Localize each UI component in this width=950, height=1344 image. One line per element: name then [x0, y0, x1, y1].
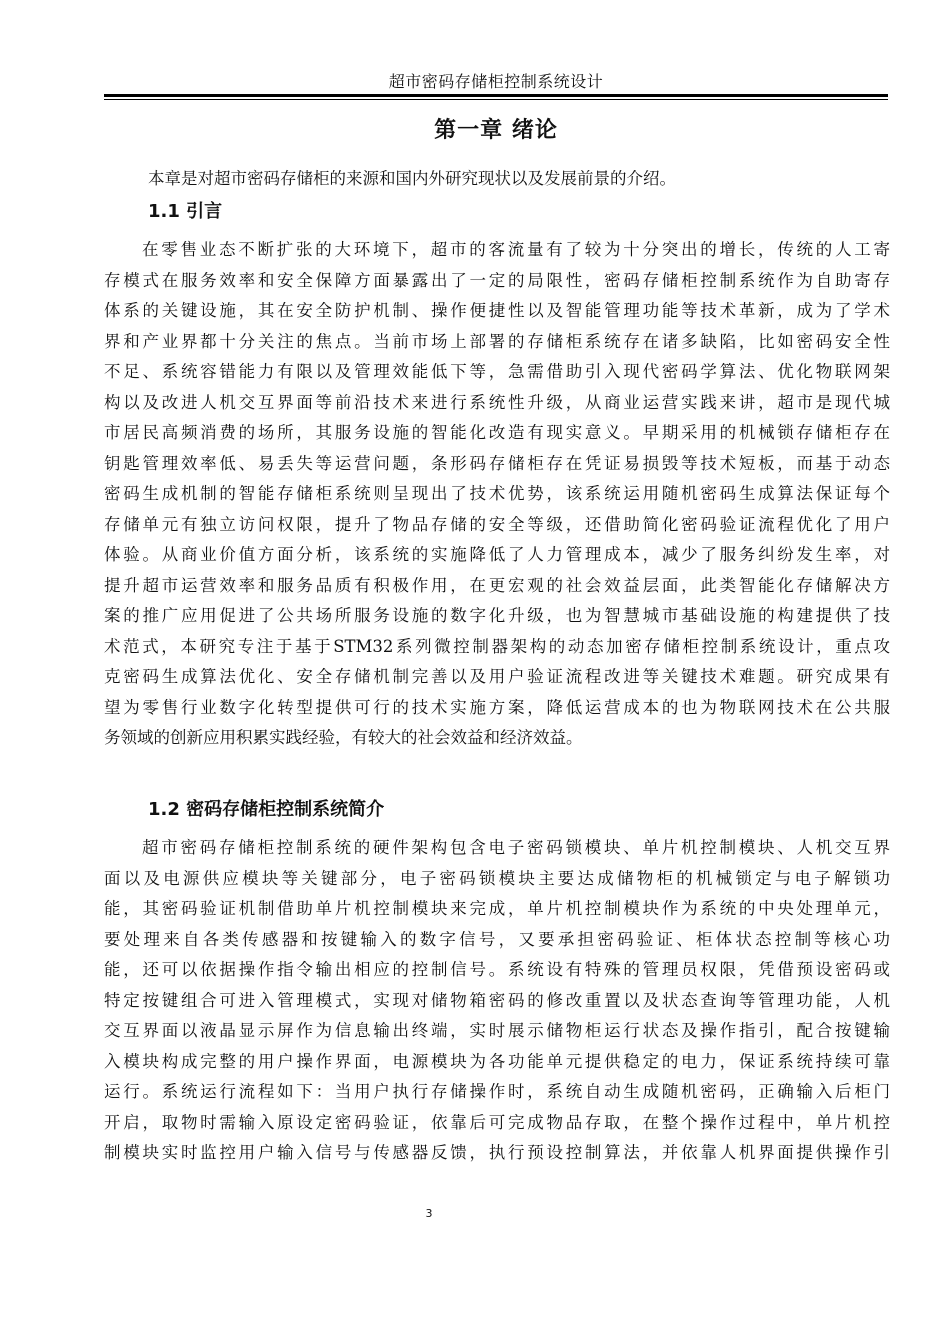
paragraph-line: 能，其密码验证机制借助单片机控制模块来完成，单片机控制模块作为系统的中央处理单元， [104, 899, 890, 918]
section-heading-1-2: 1.2 密码存储柜控制系统简介 [148, 799, 385, 820]
paragraph-line: 案的推广应用促进了公共场所服务设施的数字化升级，也为智慧城市基础设施的构建提供了技 [104, 606, 890, 625]
section-1-1-body [104, 235, 890, 754]
paragraph-line: 市居民高频消费的场所，其服务设施的智能化改造有现实意义。早期采用的机械锁存储柜存在 [104, 423, 890, 442]
paragraph-line: 能，还可以依据操作指令输出相应的控制信号。系统设有特殊的管理员权限，凭借预设密码或 [104, 960, 890, 979]
paragraph-line: 存模式在服务效率和安全保障方面暴露出了一定的局限性，密码存储柜控制系统作为自助寄存 [104, 270, 890, 290]
chapter-intro: 本章是对超市密码存储柜的来源和国内外研究现状以及发展前景的介绍。 [148, 169, 676, 188]
running-header: 超市密码存储柜控制系统设计 [388, 72, 604, 91]
paragraph-line: 交互界面以液晶显示屏作为信息输出终端，实时展示储物柜运行状态及操作指引，配合按键输 [104, 1021, 890, 1040]
header-rule [104, 94, 888, 97]
paragraph-line: 密码生成机制的智能存储柜系统则呈现出了技术优势，该系统运用随机密码生成算法保证每个 [104, 484, 890, 503]
section-1-2-body [104, 833, 890, 1169]
paragraph-line: 特定按键组合可进入管理模式，实现对储物箱密码的修改重置以及状态查询等管理功能，人机 [104, 990, 890, 1010]
page-number: 3 [425, 1207, 433, 1220]
paragraph-line: 面以及电源供应模块等关键部分，电子密码锁模块主要达成储物柜的机械锁定与电子解锁功 [104, 868, 890, 888]
paragraph-line: 开启，取物时需输入原设定密码验证，依靠后可完成物品存取，在整个操作过程中，单片机控 [104, 1112, 890, 1132]
paragraph-line: 提升超市运营效率和服务品质有积极作用，在更宏观的社会效益层面，此类智能化存储解决方 [104, 575, 890, 595]
paragraph-line: 不足、系统容错能力有限以及管理效能低下等，急需借助引入现代密码学算法、优化物联网架 [104, 362, 890, 381]
section-heading-1-1: 1.1 引言 [148, 201, 223, 222]
paragraph-line: 务领域的创新应用积累实践经验，有较大的社会效益和经济效益。 [104, 728, 583, 747]
paragraph-line: 构以及改进人机交互界面等前沿技术来进行系统性升级，从商业运营实践来讲，超市是现代城 [104, 392, 890, 412]
paragraph-line: 制模块实时监控用户输入信号与传感器反馈，执行预设控制算法，并依靠人机界面提供操作引 [104, 1143, 890, 1162]
paragraph-line: 界和产业界都十分关注的焦点。当前市场上部署的存储柜系统存在诸多缺陷，比如密码安全性 [104, 331, 890, 351]
paragraph-line: 超市密码存储柜控制系统的硬件架构包含电子密码锁模块、单片机控制模块、人机交互界 [142, 838, 890, 857]
chapter-title: 第一章 绪论 [434, 118, 558, 143]
paragraph-line: 运行。系统运行流程如下：当用户执行存储操作时，系统自动生成随机密码，正确输入后柜门 [104, 1082, 890, 1101]
paragraph-line: 体系的关键设施，其在安全防护机制、操作便捷性以及智能管理功能等技术革新，成为了学术 [104, 301, 890, 320]
paragraph-line: 钥匙管理效率低、易丢失等运营问题，条形码存储柜存在凭证易损毁等技术短板，而基于动态 [104, 453, 890, 473]
paragraph-line: 入模块构成完整的用户操作界面，电源模块为各功能单元提供稳定的电力，保证系统持续可靠 [104, 1051, 890, 1071]
header-rule-thin [104, 99, 888, 100]
paragraph-line: 在零售业态不断扩张的大环境下，超市的客流量有了较为十分突出的增长，传统的人工寄 [142, 240, 890, 259]
paragraph-line: 要处理来自各类传感器和按键输入的数字信号，又要承担密码验证、柜体状态控制等核心功 [104, 929, 890, 949]
paragraph-line: 术范式，本研究专注于基于STM32系列微控制器架构的动态加密存储柜控制系统设计，重点攻 [104, 636, 890, 656]
paragraph-line: 存储单元有独立访问权限，提升了物品存储的安全等级，还借助简化密码验证流程优化了用户 [104, 514, 890, 534]
paragraph-line: 望为零售行业数字化转型提供可行的技术实施方案，降低运营成本的也为物联网技术在公共服 [104, 697, 890, 717]
paragraph-line: 克密码生成算法优化、安全存储机制完善以及用户验证流程改进等关键技术难题。研究成果有 [104, 667, 890, 686]
paragraph-line: 体验。从商业价值方面分析，该系统的实施降低了人力管理成本，减少了服务纠纷发生率，对 [104, 545, 890, 564]
